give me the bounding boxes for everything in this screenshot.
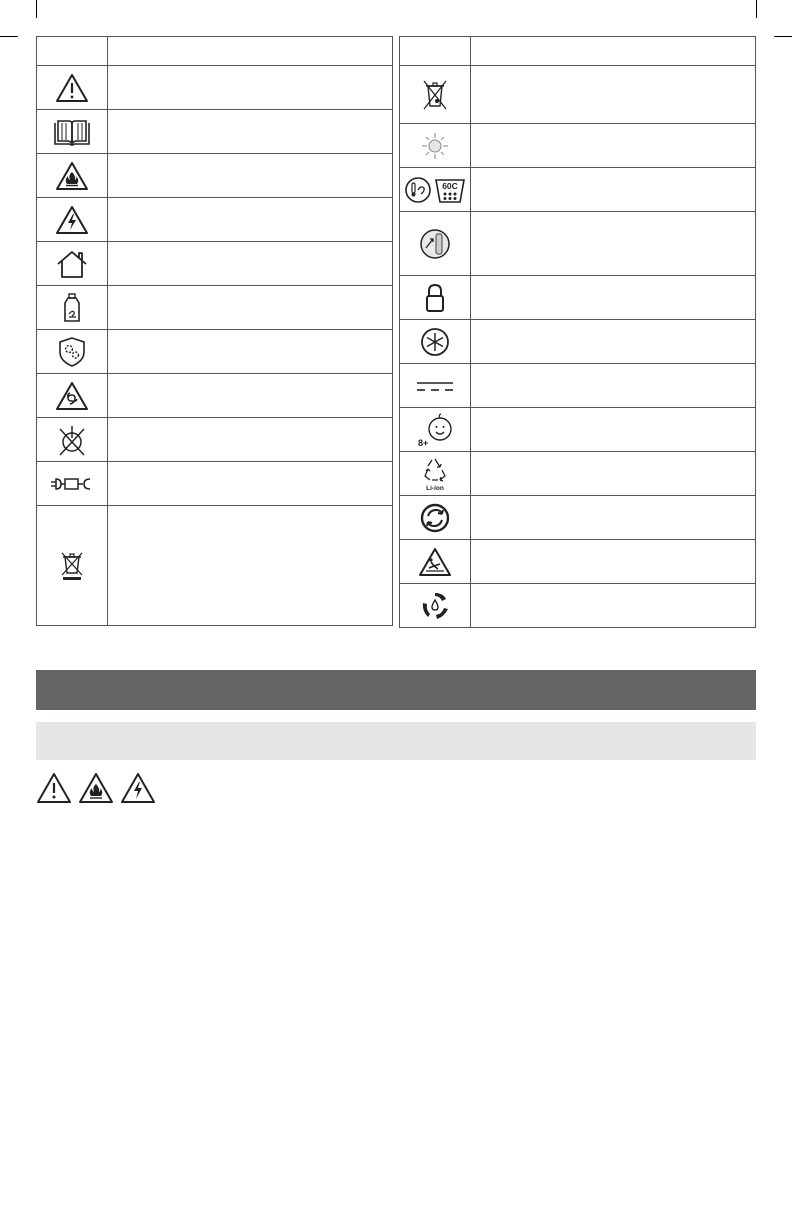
symbol-description: [108, 418, 393, 462]
symbol-cell: [37, 110, 108, 154]
wash-60c-icon: [403, 175, 467, 205]
symbol-description: [108, 242, 393, 286]
symbol-cell: [400, 452, 471, 496]
recycle-li-ion-icon: [418, 456, 452, 492]
table-row: [37, 330, 393, 374]
symbol-cell: [400, 212, 471, 276]
symbol-cell: [400, 320, 471, 364]
symbol-description: [471, 452, 756, 496]
table-row: [37, 506, 393, 626]
power-plug-adapter-icon: [50, 474, 94, 494]
right-symbols-table: [399, 36, 756, 628]
protective-shield-gears-icon: [57, 336, 87, 368]
table-row: [400, 364, 756, 408]
symbol-description: [471, 212, 756, 276]
table-row: [400, 496, 756, 540]
symbol-cell: [37, 462, 108, 506]
header-description: [471, 37, 756, 66]
symbol-cell: [37, 154, 108, 198]
symbol-cell: [400, 408, 471, 452]
symbol-description: [108, 462, 393, 506]
symbol-description: [108, 198, 393, 242]
indoor-use-house-icon: [55, 249, 89, 279]
circular-arrows-icon: [419, 502, 451, 534]
crop-mark-top-left-v: [36, 0, 37, 18]
water-drop-blades-icon: [419, 590, 451, 622]
symbol-cell: [37, 242, 108, 286]
table-row: [400, 540, 756, 584]
header-symbol: [37, 37, 108, 66]
child-age-8-icon: [417, 413, 453, 447]
left-symbols-table: [36, 36, 393, 626]
table-row: [37, 198, 393, 242]
symbol-cell: [400, 124, 471, 168]
warning-triangle-icon: [55, 73, 89, 103]
crop-mark-top-right-h: [774, 36, 792, 37]
table-row: [37, 418, 393, 462]
table-row: [37, 66, 393, 110]
symbol-description: [471, 408, 756, 452]
read-manual-icon: [53, 117, 91, 147]
padlock-icon: [424, 283, 446, 313]
crop-mark-top-right-v: [756, 0, 757, 18]
symbol-description: [471, 496, 756, 540]
symbol-description: [471, 66, 756, 124]
table-row: [400, 276, 756, 320]
symbol-cell: [400, 364, 471, 408]
symbol-cell: [37, 418, 108, 462]
rotating-parts-triangle-icon: [55, 381, 89, 411]
symbol-description: [108, 154, 393, 198]
warning-triangle-icon: [36, 772, 72, 804]
table-row: [37, 110, 393, 154]
header-description: [108, 37, 393, 66]
filter-cartridge-icon: [419, 228, 451, 260]
table-row: [37, 242, 393, 286]
table-header-row: [37, 37, 393, 66]
symbol-description: [471, 276, 756, 320]
snowflake-circle-icon: [419, 326, 451, 358]
direct-current-icon: [415, 379, 455, 393]
symbol-description: [108, 374, 393, 418]
symbol-description: [471, 584, 756, 628]
symbol-description: [108, 506, 393, 626]
warning-icons-row: [36, 772, 156, 806]
header-symbol: [400, 37, 471, 66]
symbol-cell: [37, 374, 108, 418]
detergent-bottle-icon: [61, 292, 83, 324]
subsection-heading-bar: [36, 722, 756, 760]
no-light-crossed-circle-icon: [57, 424, 87, 456]
symbol-description: [108, 110, 393, 154]
symbol-cell: [400, 66, 471, 124]
symbol-cell: [400, 168, 471, 212]
symbol-cell: [37, 506, 108, 626]
symbol-cell: [400, 276, 471, 320]
sun-icon: [420, 131, 450, 161]
symbol-description: [108, 330, 393, 374]
table-row: [400, 168, 756, 212]
symbol-cell: [37, 66, 108, 110]
table-row: [400, 584, 756, 628]
fire-hazard-triangle-icon: [55, 161, 89, 191]
electric-shock-triangle-icon: [120, 772, 156, 804]
table-row: [37, 154, 393, 198]
table-row: [400, 212, 756, 276]
table-row: [37, 462, 393, 506]
symbol-cell: [400, 540, 471, 584]
symbol-cell: [37, 198, 108, 242]
symbol-description: [471, 364, 756, 408]
table-row: [400, 452, 756, 496]
symbol-cell: [400, 496, 471, 540]
crossed-bin-battery-icon: [421, 79, 449, 111]
table-row: [400, 320, 756, 364]
table-row: [400, 66, 756, 124]
table-row: [400, 408, 756, 452]
wash-temperature-label: 60C: [442, 180, 458, 191]
weee-crossed-bin-icon: [60, 551, 84, 581]
slippery-floor-triangle-icon: [418, 547, 452, 577]
symbol-description: [108, 286, 393, 330]
symbol-description: [471, 540, 756, 584]
fire-hazard-triangle-icon: [78, 772, 114, 804]
symbol-description: [471, 124, 756, 168]
crop-mark-top-left-h: [0, 36, 18, 37]
table-row: [37, 286, 393, 330]
symbol-cell: [37, 286, 108, 330]
age-label: 8+: [418, 437, 429, 447]
battery-chemistry-label: Li-ion: [426, 484, 444, 492]
symbol-description: [108, 66, 393, 110]
table-row: [400, 124, 756, 168]
section-heading-bar: [36, 670, 756, 710]
symbol-cell: [37, 330, 108, 374]
symbol-cell: [400, 584, 471, 628]
electric-shock-triangle-icon: [55, 205, 89, 235]
table-row: [37, 374, 393, 418]
symbol-description: [471, 168, 756, 212]
table-header-row: [400, 37, 756, 66]
symbol-description: [471, 320, 756, 364]
